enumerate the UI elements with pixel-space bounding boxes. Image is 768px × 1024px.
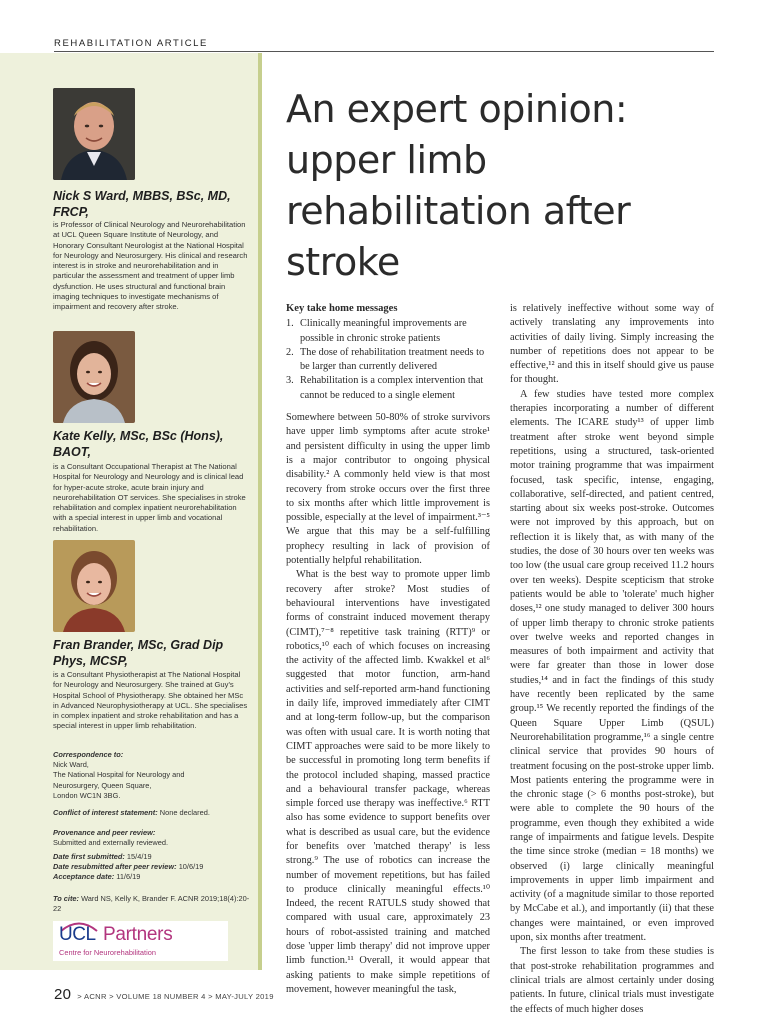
key-takeaway-item: [286, 317, 490, 346]
date-label: Acceptance date:: [53, 872, 115, 882]
author-name-ward: Nick S Ward, MBBS, BSc, MD, FRCP,: [53, 189, 231, 219]
page-number: 20: [54, 986, 72, 1003]
logo-ucl-text: UCL: [59, 924, 96, 945]
sidebar-edge: [258, 53, 262, 970]
key-takeaways-list: [286, 317, 490, 403]
key-takeaway-text: Rehabilitation is a complex intervention that cannot be reduced to a single element: [300, 375, 484, 401]
body-paragraph: is relatively ineffective without some way of actively translating any improvements into activities of daily living. Simply increasing the number of repetitions does not appear to be effective,¹² and this in itself should give us pause for thought.: [510, 303, 714, 386]
article-title: An expert opinion: upper limb rehabilitation after stroke: [286, 87, 631, 284]
author-photo-brander: [53, 540, 135, 632]
date-value: 11/6/19: [114, 872, 141, 882]
correspondence-block: [53, 750, 253, 801]
date-label: Date first submitted:: [53, 852, 125, 861]
provenance-label: Provenance and peer review:: [53, 828, 156, 837]
key-takeaway-number: 3.: [286, 375, 294, 387]
section-label: REHABILITATION ARTICLE: [54, 38, 208, 49]
correspondence-label: Correspondence to:: [53, 750, 124, 759]
header-rule: [54, 51, 714, 52]
dates-block: [53, 852, 253, 883]
key-takeaway-item: [286, 346, 490, 375]
body-paragraph: The first lesson to take from these studies is that post-stroke rehabilitation programmes and clinical trials are almost certainly under dosing patients. In future, clinical trials must investigate the effects of much higher doses: [510, 946, 714, 1015]
correspondence-line: Nick Ward,: [53, 760, 89, 770]
date-label: Date resubmitted after peer review:: [53, 862, 177, 872]
body-column-1: [286, 302, 490, 997]
provenance-text: Submitted and externally reviewed.: [53, 838, 169, 848]
author-bio-ward: is Professor of Clinical Neurology and Neurorehabilitation at UCL Queen Square Institute of Neurology, and Honorary Consultant Neurologist at the National Hospital for Neurology and Neurosurgery. His clinical and research interest is in stroke and neurorehabilitation and in particular the assessment and treatment of upper limb dysfunction. He uses structural and functional brain imaging techniques to investigate mechanisms of impairment and recovery after stroke.: [53, 220, 248, 312]
key-takeaway-number: 2.: [286, 346, 294, 358]
citation-block: [53, 894, 253, 914]
cite-text: Ward NS, Kelly K, Brander F. ACNR 2019;18(4):20-22: [53, 894, 250, 914]
correspondence-line: The National Hospital for Neurology and: [53, 770, 185, 780]
body-paragraph: Somewhere between 50-80% of stroke survivors have upper limb symptoms after acute stroke¹ and persistent difficulty in using the upper limb is a major contributor to ongoing physical disability.² A commonly held view is that most recovery from stroke occurs over the first three to six months after which little improvement is possible, especially at the level of impairment.³⁻⁵ We argue that this may be a self-fulfilling prophecy resulting in lack of provision of potentially helpful rehabilitation.: [286, 412, 490, 567]
page-footer: [54, 986, 274, 1003]
key-takeaway-text: Clinically meaningful improvements are possible in chronic stroke patients: [300, 318, 467, 344]
date-value: 10/6/19: [176, 862, 204, 872]
key-takeaway-text: The dose of rehabilitation treatment needs to be larger than currently delivered: [300, 346, 485, 373]
key-takeaway-number: 1.: [286, 318, 294, 330]
logo-subtitle: Centre for Neurorehabilitation: [59, 948, 156, 957]
author-bio-brander: is a Consultant Physiotherapist at The National Hospital for Neurology and Neurosurgery. She trained at Guy's Hospital School of Physiotherapy. She obtained her MSc in Advanced Neurophysiotherapy at UCL. She specialises in complex inpatient and stroke rehabilitation and has a special interest in upper limb rehabilitation.: [53, 670, 248, 731]
cite-label: To cite:: [53, 894, 80, 903]
provenance-block: [53, 828, 253, 848]
journal-info: > ACNR > VOLUME 18 NUMBER 4 > MAY-JULY 2019: [77, 992, 274, 1001]
conflict-label: Conflict of interest statement:: [53, 808, 158, 817]
body-paragraph: What is the best way to promote upper limb recovery after stroke? Most studies of behavioural interventions have investigated forms of constraint induced movement therapy (CIMT),⁷⁻⁸ repetitive task training (RTT)⁹ or robotics,¹⁰ each of which focuses on increasing the activity of the affected limb. Kwakkel et al⁶ suggested that motor function, arm-hand activities and self-reported arm-hand functioning in daily life, improved immediately after CIMT and at long-term follow-up, but the comparison was often with usual care. It is worth noting that CIMT approaches were said to be more likely to be successful in promoting long term benefits if the protocol included shaping, massed practice and a behavioural transfer package, whereas simple forced use therapy was ineffective.⁶ RTT also has some evidence to support benefits over what is described as usual care, but the evidence for benefits over 'matched therapy' is less strong.⁹ The use of robotics can increase the number of movement repetitions, but has failed to produce clinically meaningful effects.¹⁰ Indeed, the recent RATULS study showed that compared with usual care, approximately 23 hours of robot-assisted training and matched dose 'upper limb therapy' did not improve upper limb function.¹¹ Overall, it would appear that asking patients to make simple repetitions of movement, however meaningful the task,: [286, 569, 490, 995]
author-photo-kelly: [53, 331, 135, 423]
conflict-text: None declared.: [157, 808, 210, 817]
body-column-2: [510, 302, 714, 1017]
logo-partners-text: Partners: [103, 924, 173, 945]
author-name-kelly: Kate Kelly, MSc, BSc (Hons), BAOT,: [53, 429, 224, 459]
key-takeaways-title: Key take home messages: [286, 303, 398, 314]
correspondence-line: London WC1N 3BG.: [53, 790, 121, 800]
author-bio-kelly: is a Consultant Occupational Therapist at The National Hospital for Neurology and Neurology and is clinical lead for hyper-acute stroke, acute brain injury and neurorehabilitation OT services. She specialises in stroke rehabilitation and complex inpatient neurorehabilitation with a special interest in upper limb and vocational rehabilitation.: [53, 462, 246, 533]
date-value: 15/4/19: [124, 852, 152, 861]
author-photo-ward: [53, 88, 135, 180]
body-paragraph: A few studies have tested more complex therapies incorporating a number of different elements. The ICARE study¹³ of upper limb treatment after stroke went beyond simple repetitions, using a structured, task-oriented motor training programme that was impairment focused, task specific, intense, engaging, collaborative, self-directed, and patient centred, starting about six weeks post-stroke. Outcomes were not improved by this approach, but on reflection it is likely that, as with many of the studies, the dose of 30 hours over ten weeks was too low (the usual care group received 11.2 hours over ten weeks). Despite scepticism that stroke patients would be able to 'tolerate' much higher doses,¹² one study managed to deliver 300 hours of upper limb therapy to chronic stroke patients over twelve weeks and reported changes in measures of both impairment and activity that were far greater than those in lower dose studies,¹⁴ and in fact the findings of this study have recently been replicated by the same group.¹⁵ We recently reported the findings of the Queen Square Upper Limb (QSUL) Neurorehabilitation programme,¹⁶ a single centre clinical service that provides 90 hours of treatment focusing on the post-stroke upper limb. Most patients entering the programme were in the chronic stage (> 6 months post-stroke), but were able to complete the 90 hours of the programme, even though they exhibited a wide range of impairments and fatigue levels. Despite the time since stroke (median = 18 months) we observed (i) large clinically meaningful improvements in upper limb impairment and activity (of a magnitude similar to those reported by McCabe et al.), and importantly (ii) that these changes were maintained, or even improved upon, six months after treatment.: [510, 388, 714, 944]
correspondence-line: Neurosurgery, Queen Square,: [53, 780, 152, 790]
uclpartners-logo: [53, 921, 228, 961]
conflict-statement: [53, 808, 253, 818]
key-takeaway-item: [286, 374, 490, 403]
author-name-brander: Fran Brander, MSc, Grad Dip Phys, MCSP,: [53, 638, 224, 668]
